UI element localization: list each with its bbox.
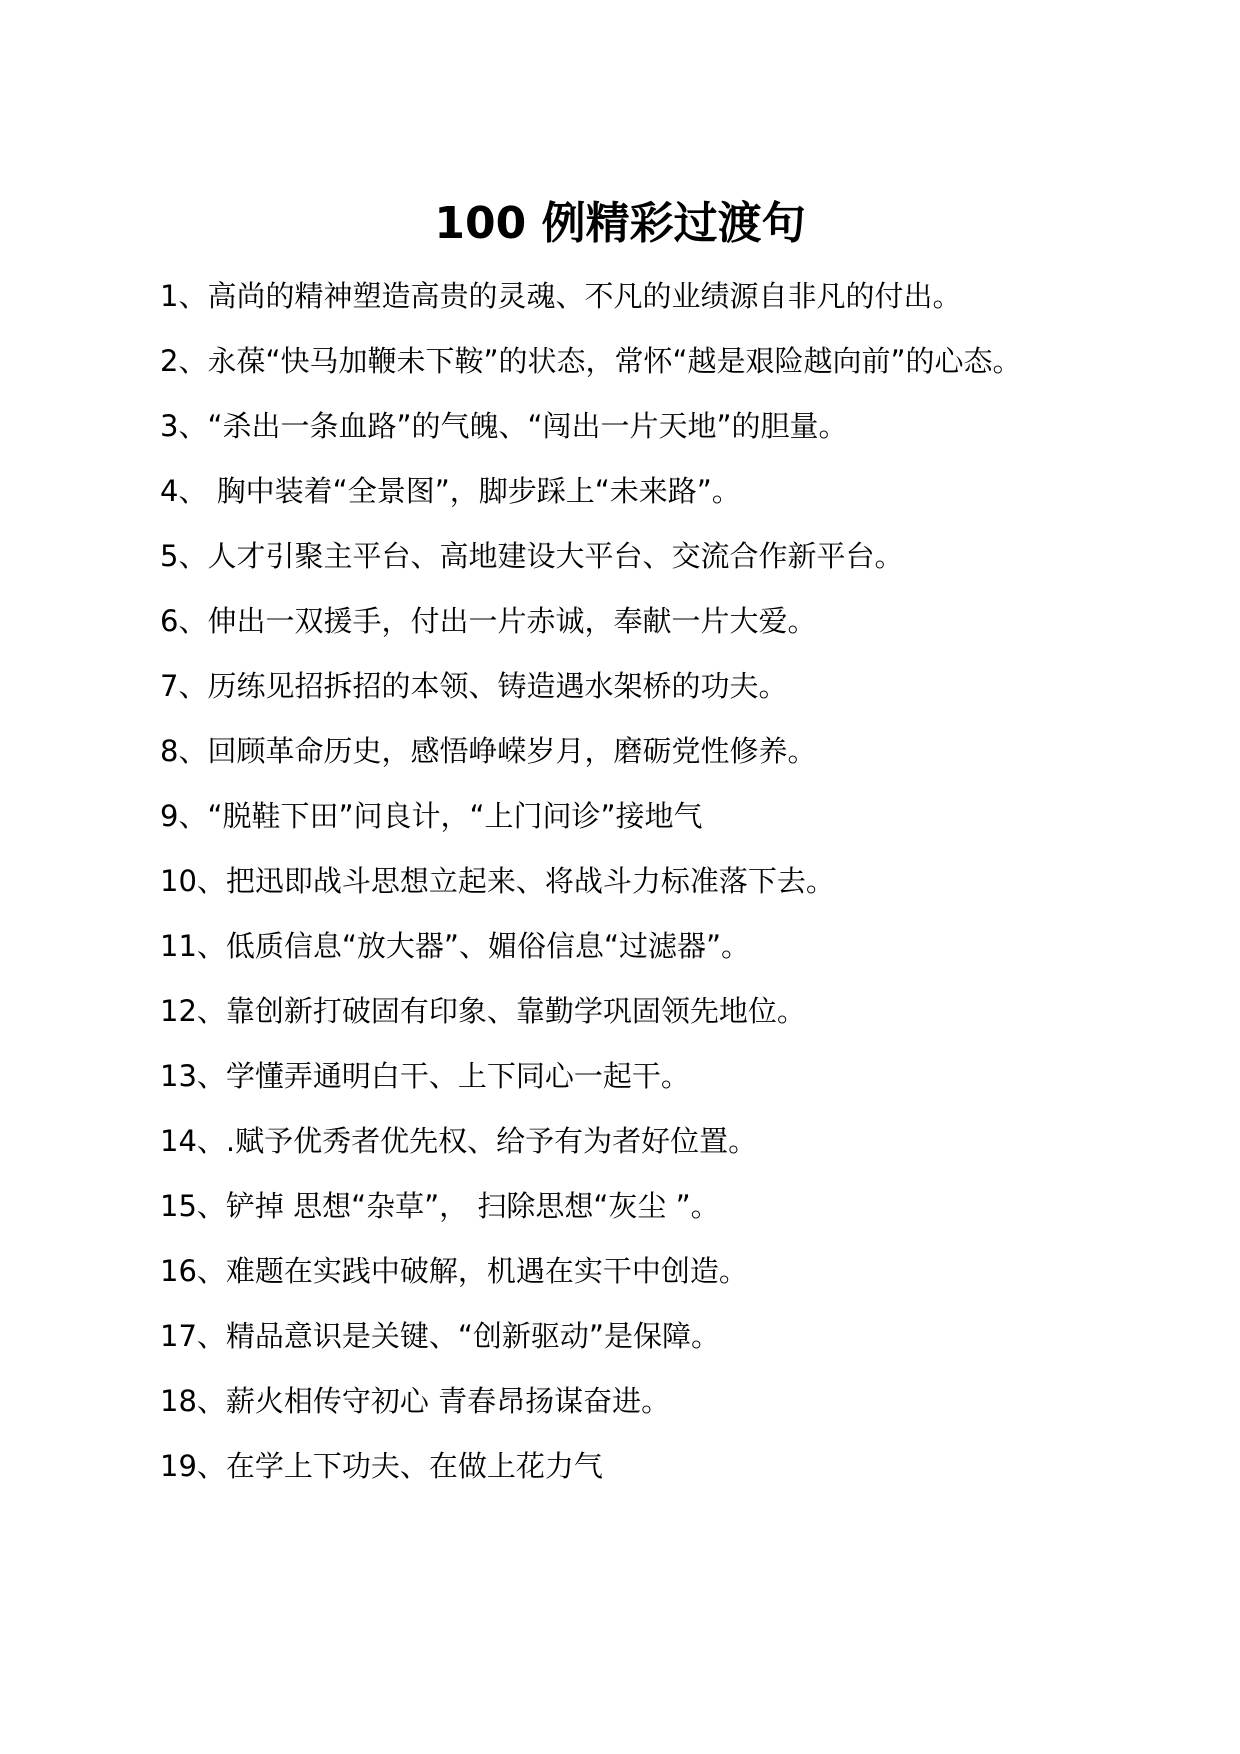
list-item: 19、在学上下功夫、在做上花力气 — [160, 1449, 603, 1483]
list-item: 7、历练见招拆招的本领、铸造遇水架桥的功夫。 — [160, 669, 788, 703]
document-title: 100 例精彩过渡句 — [434, 198, 806, 249]
list-item: 13、学懂弄通明白干、上下同心一起干。 — [160, 1059, 690, 1093]
list-item: 8、回顾革命历史，感悟峥嵘岁月，磨砺党性修养。 — [160, 734, 817, 768]
list-item: 17、精品意识是关键、“创新驱动”是保障。 — [160, 1319, 720, 1353]
list-item: 10、把迅即战斗思想立起来、将战斗力标准落下去。 — [160, 864, 835, 898]
list-item: 9、“脱鞋下田”问良计，“上门问诊”接地气 — [160, 799, 703, 833]
list-item: 18、薪火相传守初心 青春昂扬谋奋进。 — [160, 1384, 671, 1418]
list-item: 14、.赋予优秀者优先权、给予有为者好位置。 — [160, 1124, 758, 1158]
list-item: 6、伸出一双援手，付出一片赤诚，奉献一片大爱。 — [160, 604, 817, 638]
list-item: 3、“杀出一条血路”的气魄、“闯出一片天地”的胆量。 — [160, 409, 848, 443]
sentence-list — [160, 264, 1100, 1499]
list-item: 16、难题在实践中破解，机遇在实干中创造。 — [160, 1254, 748, 1288]
list-item: 4、 胸中装着“全景图”，脚步踩上“未来路”。 — [160, 474, 741, 508]
list-item: 5、人才引聚主平台、高地建设大平台、交流合作新平台。 — [160, 539, 904, 573]
list-item: 15、铲掉 思想“杂草”， 扫除思想“灰尘 ”。 — [160, 1189, 720, 1223]
list-item: 12、靠创新打破固有印象、靠勤学巩固领先地位。 — [160, 994, 806, 1028]
list-item: 2、永葆“快马加鞭未下鞍”的状态，常怀“越是艰险越向前”的心态。 — [160, 344, 1022, 378]
list-item: 1、高尚的精神塑造高贵的灵魂、不凡的业绩源自非凡的付出。 — [160, 279, 962, 313]
list-item: 11、低质信息“放大器”、媚俗信息“过滤器”。 — [160, 929, 750, 963]
